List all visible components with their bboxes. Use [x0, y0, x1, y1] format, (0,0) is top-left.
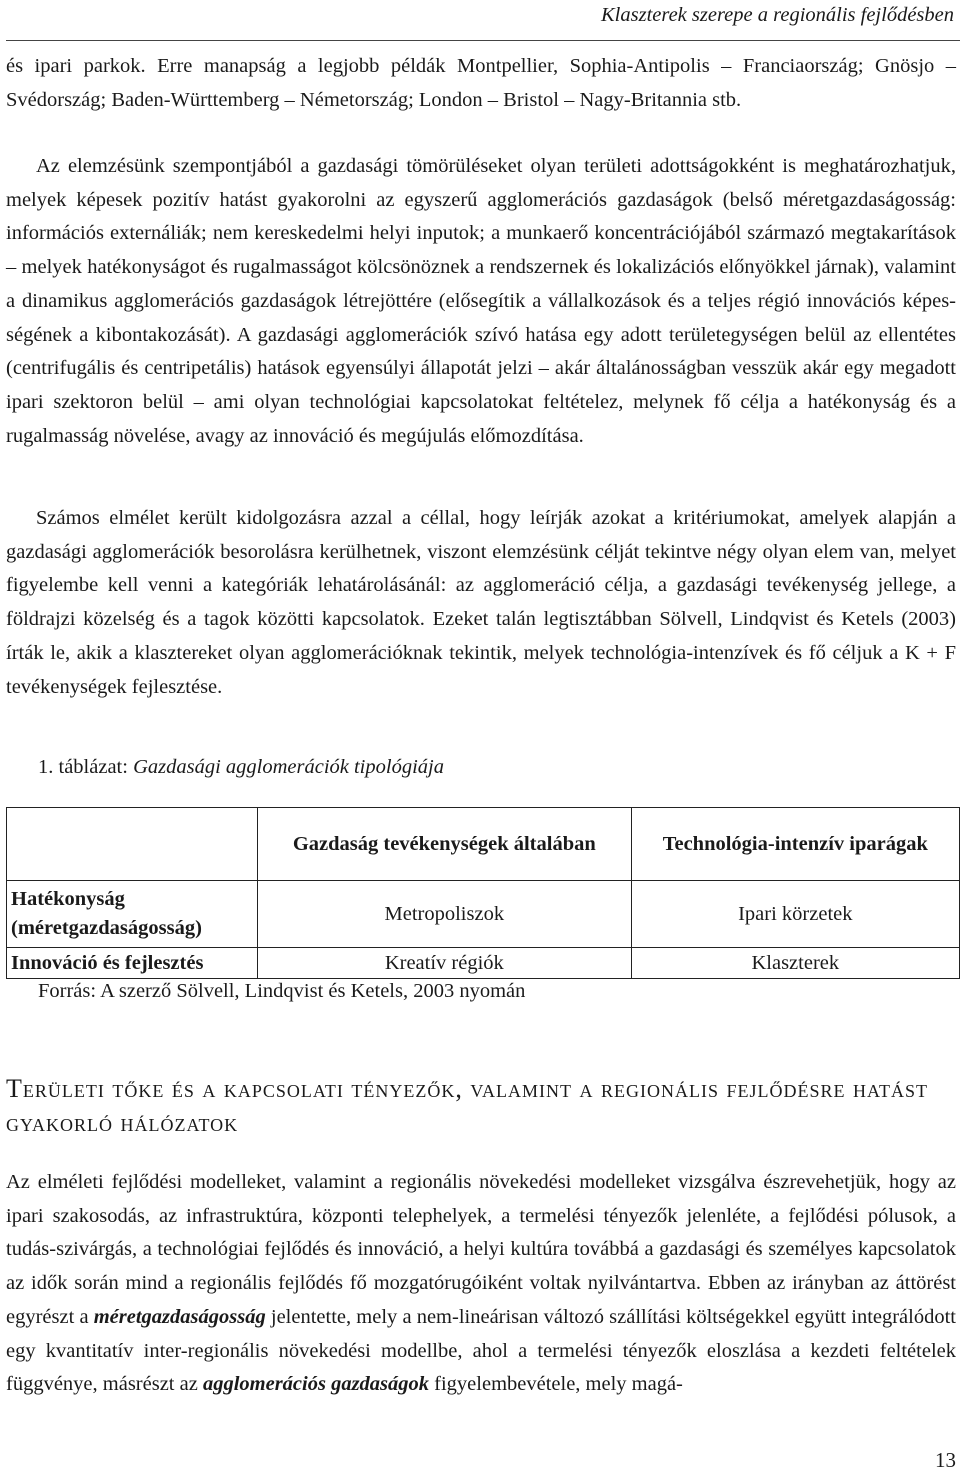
table-corner-cell: [7, 808, 258, 881]
col-header-tech: Technológia-intenzív iparágak: [631, 808, 959, 881]
table-caption: [38, 756, 444, 779]
typology-table: [6, 807, 960, 979]
paragraph-4: [6, 1166, 956, 1402]
paragraph-4-text-1: Az elméleti fejlődési modelleket, valamint a regionális növekedési modelleket vizsgálva észrevehetjük, hogy az ipari szakosodás, az infrastruktúra, központi telephelyek, a termelési tényezők jelenléte, a fejlődési pólusok, a tudás-szivárgás, a technológiai fejlődés és innováció, a helyi kultúra továbbá a gazdasági és személyes kapcsolatok az idők során mind a regionális fejlődés fő mozgatórugóiként voltak nyilvántartva. Ebben az irányban az áttörést egyrészt a: [6, 1171, 956, 1328]
table-row: [7, 948, 960, 979]
row-header-innovation: Innováció és fejlesztés: [7, 948, 258, 979]
emphasis-term-1: méretgazdaságosság: [93, 1305, 266, 1328]
table-caption-prefix: 1. táblázat:: [38, 756, 134, 778]
table-cell: Metropoliszok: [258, 881, 632, 948]
page-number: 13: [935, 1448, 956, 1472]
table-header-row: [7, 808, 960, 881]
paragraph-1: és ipari parkok. Erre manapság a legjobb példák Montpellier, Sophia-Antipolis – Franciaország; Gnösjo – Svédország; Baden-Württemberg – Németország; London – Bristol – Nagy-Britannia stb.: [6, 55, 956, 111]
header-rule: [6, 40, 960, 41]
table-row: [7, 881, 960, 948]
paragraph-3: Számos elmélet került kidolgozásra azzal a céllal, hogy leírják azokat a kritériumokat, amelyek alapján a gazdasági agglomerációk besorolásra kerülhetnek, viszont elemzésünk célját tekintve négy olyan elem van, melyet figyelembe kell venni a kategóriák lehatárolásánál: az agglomeráció célja, a gazdasági tevékenység jellege, a földrajzi közelség és a tagok közötti kapcsolatok. Ezeket talán legtisztábban Sölvell, Lindqvist és Ketels (2003) írták le, akik a klasztereket olyan agglomerációknak tekintik, melyek technológia-intenzívek és fő céljuk a K + F tevékenységek fejlesztése.: [6, 507, 956, 698]
paragraph-2: Az elemzésünk szempontjából a gazdasági tömörüléseket olyan területi adottságokként is meghatározhatjuk, melyek képesek pozitív hatást gyakorolni az egyszerű agglomerációs gazdaságok (belső méretgazdaságosság: információs externáliák; nem kereskedelmi helyi inputok; a munkaerő koncentrációjából származó megtakarítások – melyek hatékonyságot és rugalmasságot kölcsönöznek a rendszernek és lokalizációs előnyökkel járnak), valamint a dinamikus agglomerációs gazdaságok létrejöttére (elősegítik a vállalkozások és a teljes régió innovációs képességének a kibontakozását). A gazdasági agglomerációk szívó hatása egy adott területegységen belül az ellentétes (centrifugális és centripetális) hatások egyensúlyi állapotát jelzi – akár általánosságban vesszük akár egy megadott ipari szektoron belül – ami olyan technológiai kapcsolatokat feltételez, melynek fő célja a hatékonyság és a rugalmasság növelése, avagy az innováció és megújulás előmozdítása.: [6, 155, 956, 447]
paragraph-4-text-2: jelentette, mely a nem-lineárisan változó szállítási költségekkel együtt integrálódott egy kvantitatív inter-regionális növekedési modellbe, ahol a termelési tényezők eloszlása a kezdeti feltételek függvénye, másrészt az: [6, 1305, 956, 1396]
paragraph-4-text-3: figyelembevétele, mely magá-: [429, 1373, 683, 1396]
table-caption-title: Gazdasági agglomerációk tipológiája: [133, 756, 444, 778]
table-cell: Ipari körzetek: [631, 881, 959, 948]
section-heading: Területi tőke és a kapcsolati tényezők, valamint a regionális fejlődésre hatást gyakorló hálózatok: [6, 1074, 929, 1137]
running-head: Klaszterek szerepe a regionális fejlődésben: [601, 4, 954, 26]
table-cell: Klaszterek: [631, 948, 959, 979]
row-header-efficiency: Hatékonyság (méretgazdaságosság): [7, 881, 258, 948]
table-source: Forrás: A szerző Sölvell, Lindqvist és Ketels, 2003 nyomán: [38, 980, 526, 1002]
col-header-general: Gazdaság tevékenységek általában: [258, 808, 632, 881]
table-cell: Kreatív régiók: [258, 948, 632, 979]
emphasis-term-2: agglomerációs gazdaságok: [202, 1373, 430, 1396]
